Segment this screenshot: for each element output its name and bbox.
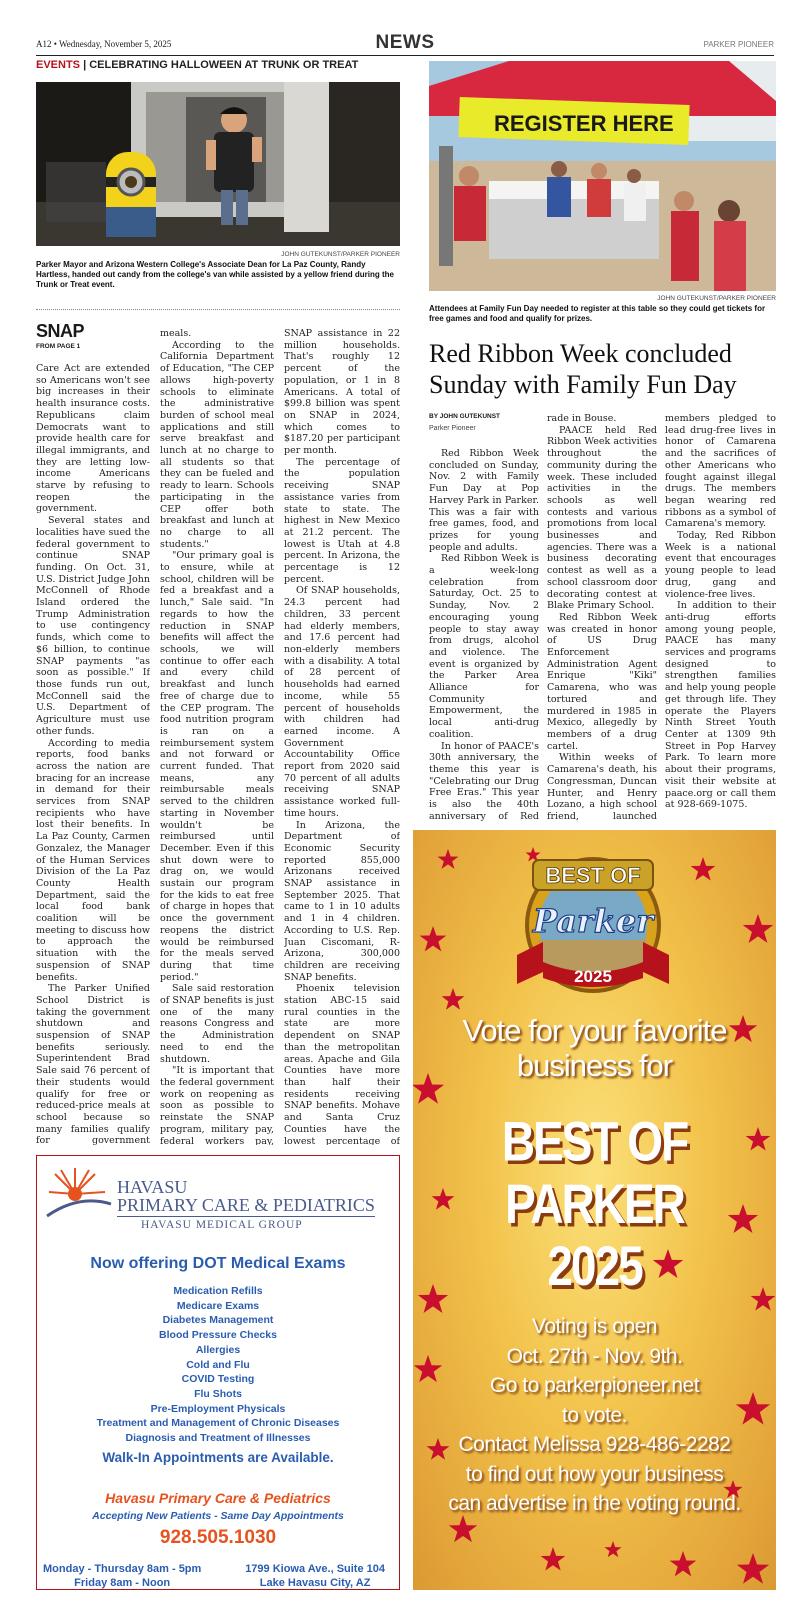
paragraph: Phoenix television station ABC-15 said rural counties in the state are more dependent on SNAP than the metropolitan areas. Apache and Gila Counties have more than half their residents receiving SNAP benefits. Mohave and Santa Cruz Counties have the lowest percentage of [284,983,400,1145]
office-hours [43,1562,201,1590]
snap-jump-label: FROM PAGE 1 [36,343,81,350]
red-ribbon-headline: Red Ribbon Week concluded Sunday with Family Fun Day [429,339,737,399]
title-line: BEST OF PARKER [501,1110,688,1235]
info-line[interactable]: Go to parkerpioneer.net [489,1374,700,1397]
paragraph: According to media reports, food banks across the nation are bracing for an increase in demand for their services from SNAP recipients who have lost their benefits. In La Paz County, Carmen Gonzalez, the Manager of the Human Services Division of the La Paz County Health Department, said the local food bank coalition will be meeting to discuss how to approach the situation with the suspension of SNAP benefits. [36,737,150,983]
paragraph: Within weeks of Camarena's death, his Congressman, Duncan Hunter, and Henry Lozano, a high school friend, launched [547,752,657,822]
service-item: Medicare Exams [176,1299,260,1312]
paragraph: Sale said restoration of SNAP benefits is just one of the many reasons Congress and the Administration need to end the shutdown. [160,983,274,1065]
voting-info [413,1312,776,1519]
paragraph: The percentage of the population receiving SNAP assistance varies from state to state. The highest in New Mexico at 21.2 percent. The lowest is Utah at 4.8 percent. In Arizona, the percentage is 12 percent. [284,456,400,585]
service-item: Allergies [195,1343,241,1356]
office-address [245,1562,385,1590]
dot-exams-headline: Now offering DOT Medical Exams [90,1255,346,1272]
info-line: to find out how your business [465,1462,724,1486]
havasu-script-name: Havasu Primary Care & Pediatrics [105,1490,331,1506]
service-item: Medication Refills [173,1285,263,1297]
vote-line: business for [516,1048,673,1083]
best-of-parker-badge [503,850,683,1010]
info-line: Contact Melissa 928-486-2282 [458,1433,731,1456]
best-of-parker-title [413,1110,776,1297]
left-photo-credit: JOHN GUTEKUNST/PARKER PIONEER [281,251,400,258]
right-photo-caption: Attendees at Family Fun Day needed to register at this table so they could get tickets for free games and food and qualify for prizes. [429,304,766,323]
red-ribbon-column-2 [547,413,657,824]
walk-in-note: Walk-In Appointments are Available. [102,1450,334,1465]
info-line: Voting is open [532,1315,657,1338]
events-bar [36,59,358,71]
paragraph: "Our primary goal is to ensure, while at school, children will be fed a breakfast and a lunch," Sale said. "In regards to how the reduction in SNAP benefits will affect the schools, we will continue to offer each and every child breakfast and lunch free of charge due to the CEP program. The food nutrition program is ran on a reimbursement system and not forward or current funded. That means, any reimbursable meals served to the children starting in November wouldn't be reimbursed until December. Even if this shut down were to drag on, we would sustain our program for the kids to eat free of charge in hopes that once the government reopens the district would be reimbursed for the meals served during that time period." [160,550,274,983]
hours-line: Monday - Thursday 8am - 5pm [43,1563,202,1575]
right-photo-credit: JOHN GUTEKUNST/PARKER PIONEER [657,295,776,302]
events-separator: | [83,59,87,71]
paragraph: Of SNAP households, 24.3 percent had children, 33 percent had elderly members, and 17.6 percent had non-elderly members with a disability. A total of 28 percent of households had earned income, while 55 percent of households with children had earned income. A Government Accountability Office report from 2020 said 70 percent of all adults receiving SNAP assistance worked full-time hours. [284,585,400,819]
service-item: Cold and Flu [186,1358,250,1371]
paragraph: SNAP assistance in 22 million households. That's roughly 12 percent of the population, or 1 in 8 Americans. A total of $99.8 billion was spent on SNAP in 2024, which comes to $187.20 per participant per month. [284,328,400,457]
trunk-or-treat-photo [36,82,400,246]
paragraph: Care Act are extended so Americans won't see big increases in their health insurance costs. Republicans claim Democrats want to provide health care for illegal immigrants, and they are letting low-income Americans starve by refusing to reopen the government. [36,363,150,515]
snap-column-1 [36,363,150,1145]
paragraph: The Parker Unified School District is taking the government shutdown and suspension of SNAP benefits seriously. Superintendent Brad Sale said 76 percent of their students would qualify for free or reduced-price meals at school because so many families qualify for government [36,983,150,1145]
havasu-group: HAVASU MEDICAL GROUP [141,1219,303,1231]
page-header [36,32,774,56]
red-ribbon-column-1 [429,448,539,824]
havasu-primary-care-ad[interactable] [36,1155,400,1590]
paragraph: According to the California Department of Education, "The CEP allows high-poverty schools to eliminate the administrative burden of school meal applications and still serve breakfast and lunch at no charge to all students so that they can be fueled and ready to learn. Schools participating in the CEP offer both breakfast and lunch at no charge to all students." [160,339,274,550]
service-item: COVID Testing [181,1373,255,1386]
folio: A12 • Wednesday, November 5, 2025 [36,39,172,49]
paragraph: Today, Red Ribbon Week is a national event that encourages young people to lead drug, gang and violence-free lives. [665,530,776,600]
info-line: Oct. 27th - Nov. 9th. [506,1344,683,1368]
badge-top-text: BEST OF [545,863,641,888]
red-ribbon-column-3 [665,413,776,824]
paper-name: PARKER PIONEER [703,40,774,49]
badge-script-text: Parker [532,902,654,940]
title-line: 2025 [547,1234,642,1298]
byline: BY JOHN GUTEKUNST [429,413,501,420]
events-title: CELEBRATING HALLOWEEN AT TRUNK OR TREAT [89,59,359,71]
havasu-name-line-2: PRIMARY CARE & PEDIATRICS [117,1195,375,1215]
snap-headline: SNAP [36,321,85,341]
snap-column-2 [160,328,274,1145]
service-item: Diagnosis and Treatment of Illnesses [125,1432,311,1445]
paragraph: Red Ribbon Week concluded on Sunday, Nov. 2 with Family Fun Day at Pop Harvey Park in Parker. This was a fair with free games, food, and prizes for young people and adults. [429,448,539,553]
paragraph: Red Ribbon Week is a week-long celebration from Saturday, Oct. 25 to Sunday, Nov. 2 encouraging young people to stay away from drugs, alcohol and violence. The event is organized by the Parker Area Alliance for Community Empowerment, the local anti-drug coalition. [429,553,539,740]
events-tag: EVENTS [36,59,81,71]
best-of-parker-ad[interactable] [413,830,776,1590]
register-table-photo [429,61,776,291]
paragraph: PAACE held Red Ribbon Week activities throughout the community during the week. These included activities in the schools as well contests and various promotions from local businesses and agencies. There was a business decorating contest as well as a school classroom door decorating contest at Blake Primary School. [547,424,657,612]
divider [36,309,400,310]
service-item: Flu Shots [194,1387,242,1400]
paragraph: Red Ribbon Week was created in honor of US Drug Enforcement Administration Agent Enrique "Kiki" Camarena, who was tortured and murdered in 1985 in Mexico, allegedly by members of a drug cartel. [547,611,657,752]
paragraph: In honor of PAACE's 30th anniversary, the theme this year is "Celebrating our Drug Free Eras." This year is also the 40th anniversary of Red [429,740,539,822]
paragraph: In addition to their anti-drug efforts among young people, PAACE has many services and programs designed to strengthen families and help young people get through life. They operate the Players Ninth Street Youth Center at 1309 9th Street in Pop Harvey Park. To learn more about their programs, visit their website at paace.org or call them at 928-669-1075. [665,600,776,811]
trunk-or-treat-photo-image [36,82,400,246]
paragraph: rade in Bouse. [547,413,617,424]
badge-year-text: 2025 [574,967,612,986]
vote-line: Vote for your favorite [462,1013,727,1048]
service-item: Pre-Employment Physicals [150,1402,286,1415]
paragraph: "It is important that the federal government work on reopening as soon as possible to reinstate the SNAP program, military pay, federal workers pay, [160,1065,274,1145]
hours-line: Friday 8am - Noon [74,1577,171,1589]
paragraph: meals. [160,328,192,339]
havasu-phone[interactable]: 928.505.1030 [159,1527,277,1548]
byline-paper: Parker Pioneer [429,425,476,432]
vote-callout [413,1013,776,1083]
service-item: Diabetes Management [162,1314,274,1327]
register-table-photo-image [429,61,776,291]
service-item: Treatment and Management of Chronic Diseases [96,1417,340,1430]
section-name: NEWS [375,32,435,53]
address-line: Lake Havasu City, AZ [259,1577,371,1589]
info-line: to vote. [562,1403,627,1427]
left-photo-caption: Parker Mayor and Arizona Western College's Associate Dean for La Paz County, Randy Hartless, handed out candy from the college's van while assisted by a yellow friend during the Trunk or Treat event. [36,260,394,289]
service-item: Blood Pressure Checks [159,1329,277,1342]
accepting-patients: Accepting New Patients - Same Day Appointments [92,1510,344,1522]
address-line: 1799 Kiowa Ave., Suite 104 [245,1563,385,1575]
havasu-name-line-1: HAVASU [117,1177,188,1197]
info-line: can advertise in the voting round. [448,1492,741,1515]
register-sign-text: REGISTER HERE [494,111,674,136]
sunburst-logo-icon [45,1164,113,1224]
snap-column-3 [284,328,400,1145]
paragraph: Several states and localities have sued the federal government to continue SNAP funding. On Oct. 31, U.S. District Judge John McConnell of Rhode Island ordered the Trump Administration to use contingency funds, which come to $6 billion, to continue SNAP payments "as soon as possible." If those funds run out, McConnell said the U.S. Department of Agriculture must use other funds. [36,515,150,737]
paragraph: members pledged to lead drug-free lives in honor of Camarena and the sacrifices of other Americans who fought against illegal drugs. The members began wearing red ribbons as a symbol of Camarena's memory. [665,413,776,530]
services-list [37,1284,399,1446]
paragraph: In Arizona, the Department of Economic Security reported 855,000 Arizonans received SNAP assistance in September 2025. That came to 1 in 10 adults and 1 in 4 children. According to U.S. Rep. Juan Ciscomani, R-Arizona, 300,000 children are receiving SNAP benefits. [284,819,400,983]
